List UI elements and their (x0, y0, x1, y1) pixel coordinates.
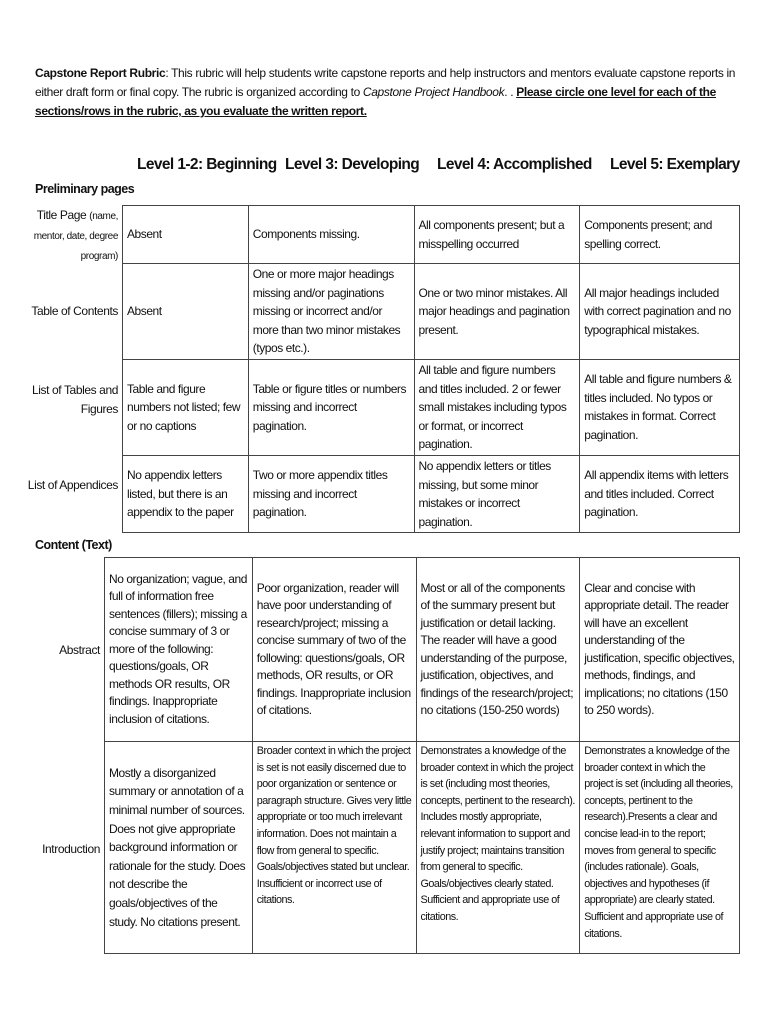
row-label-title-page-main: Title Page (36, 208, 87, 222)
row-label-abstract: Abstract (59, 643, 100, 657)
cell-title-page-exemplary: Components present; and spelling correct. (580, 206, 740, 264)
cell-tables-accomplished: All table and figure numbers and titles included. 2 or fewer small mistakes including typos or format, or incorrect pagination. (414, 359, 580, 455)
cell-title-page-accomplished: All components present; but a misspelling occurred (414, 206, 580, 264)
row-label-introduction: Introduction (42, 842, 100, 856)
content-table (104, 557, 740, 954)
level-heading-beginning: Level 1-2: Beginning (137, 156, 277, 173)
row-label-table-of-contents: Table of Contents (31, 304, 118, 318)
cell-intro-beginning: Mostly a disorganized summary or annotation of a minimal number of sources. Does not give appropriate background information or rationale for the study. Does not describe the goals/objectives of the study. No citations present. (105, 742, 253, 954)
table-row (123, 206, 740, 264)
rubric-title: Capstone Report Rubric (35, 66, 166, 80)
preliminary-table (122, 205, 740, 533)
table-row (123, 455, 740, 532)
section-heading-preliminary: Preliminary pages (35, 182, 135, 196)
level-heading-developing: Level 3: Developing (285, 156, 420, 173)
table-row (123, 359, 740, 455)
handbook-title: Capstone Project Handbook (362, 85, 505, 99)
row-label-list-of-tables: List of Tables and Figures (32, 383, 118, 416)
cell-abstract-developing: Poor organization, reader will have poor understanding of research/project; missing a concise summary of two of the following: questions/goals, OR methods, OR results, or OR findings. Inappropriate inclusion of citations. (252, 558, 416, 742)
table-row (105, 558, 740, 742)
cell-appendices-developing: Two or more appendix titles missing and incorrect pagination. (248, 455, 414, 532)
cell-abstract-exemplary: Clear and concise with appropriate detail. The reader will have an excellent understanding of the justification, specific objectives, methods, findings, and implications; no citations (150 to 250 words). (580, 558, 740, 742)
cell-tables-developing: Table or figure titles or numbers missing and incorrect pagination. (248, 359, 414, 455)
table-row (123, 264, 740, 360)
cell-appendices-accomplished: No appendix letters or titles missing, but some minor mistakes or incorrect pagination. (414, 455, 580, 532)
intro-text-1: : This rubric will help students write capstone reports and help instructors and mentors evaluate capstone reports in either draft form or final copy. The rubric is organized according to (35, 66, 736, 99)
row-label-list-of-appendices: List of Appendices (27, 478, 118, 492)
cell-intro-exemplary: Demonstrates a knowledge of the broader context in which the project is set (including all theories, concepts, pertinent to the research).Presents a clear and concise lead-in to the report; moves from general to specific (includes rationale). Goals, objectives and hypotheses (if appropriate) are clearly stated. Sufficient and appropriate use of citations. (580, 742, 740, 954)
cell-appendices-beginning: No appendix letters listed, but there is an appendix to the paper (123, 455, 249, 532)
cell-appendices-exemplary: All appendix items with letters and titles included. Correct pagination. (580, 455, 740, 532)
rubric-intro (35, 64, 745, 121)
cell-abstract-beginning: No organization; vague, and full of information free sentences (fillers); missing a concise summary of 3 or more of the following: questions/goals, OR methods OR results, OR findings. Inappropriate inclusion of citations. (105, 558, 253, 742)
table-row (105, 742, 740, 954)
cell-tables-beginning: Table and figure numbers not listed; few or no captions (123, 359, 249, 455)
cell-title-page-developing: Components missing. (248, 206, 414, 264)
cell-toc-exemplary: All major headings included with correct pagination and no typographical mistakes. (580, 264, 740, 360)
row-label-title-page-sub: (name, mentor, date, degree program) (33, 211, 118, 262)
cell-title-page-beginning: Absent (123, 206, 249, 264)
cell-toc-beginning: Absent (123, 264, 249, 360)
section-heading-content: Content (Text) (35, 538, 112, 552)
cell-toc-developing: One or more major headings missing and/or paginations missing or incorrect and/or more than two minor mistakes (typos etc.). (248, 264, 414, 360)
cell-tables-exemplary: All table and figure numbers & titles included. No typos or mistakes in format. Correct pagination. (580, 359, 740, 455)
row-label-title-page (20, 206, 118, 266)
level-heading-accomplished: Level 4: Accomplished (437, 156, 592, 173)
intro-text-2: . . (504, 85, 517, 99)
cell-abstract-accomplished: Most or all of the components of the summary present but justification or detail lacking. The reader will have a good understanding of the purpose, justification, objectives, and findings of the research/project; no citations (150-250 words) (416, 558, 580, 742)
instruction-text: Please circle one level for each of the sections/rows in the rubric, as you evaluate the written report. (35, 85, 716, 118)
cell-intro-developing: Broader context in which the project is set is not easily discerned due to poor organization or sentence or paragraph structure. Gives very little appropriate or too much irrelevant information. Does not maintain a flow from general to specific. Goals/objectives stated but unclear. Insufficient or incorrect use of citations. (252, 742, 416, 954)
cell-intro-accomplished: Demonstrates a knowledge of the broader context in which the project is set (including most theories, concepts, pertinent to the research). Includes mostly appropriate, relevant information to support and justify project; maintains transition from general to specific. Goals/objectives clearly stated. Sufficient and appropriate use of citations. (416, 742, 580, 954)
cell-toc-accomplished: One or two minor mistakes. All major headings and pagination present. (414, 264, 580, 360)
level-heading-exemplary: Level 5: Exemplary (610, 156, 740, 173)
